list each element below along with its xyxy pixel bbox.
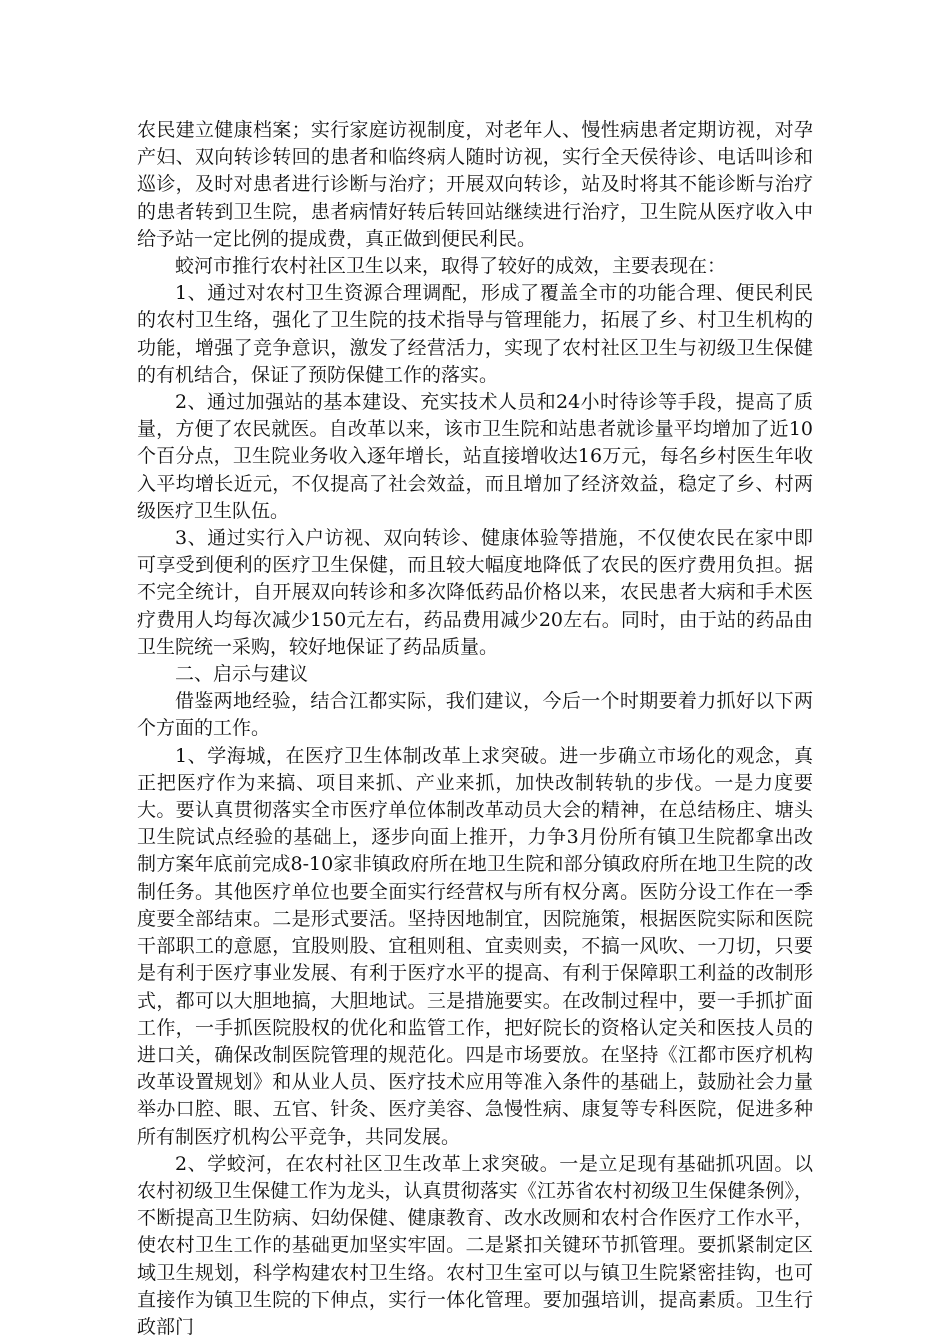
- paragraph-2: 蛟河市推行农村社区卫生以来，取得了较好的成效，主要表现在：: [175, 255, 727, 278]
- paragraph-7: 借鉴两地经验，结合江都实际，我们建议，今后一个时期要着力抓好以下两个方面的工作。: [137, 690, 813, 740]
- paragraph-8: 1、学海城，在医疗卫生体制改革上求突破。进一步确立市场化的观念，真正把医疗作为来搞、项目来抓、产业来抓，加快改制转轨的步伐。一是力度要大。要认真贯彻落实全市医疗单位体制改革动员大会的精神，在总结杨庄、塘头卫生院试点经验的基础上，逐步向面上推开，力争3月份所有镇卫生院都拿出改制方案年底前完成8-10家非镇政府所在地卫生院和部分镇政府所在地卫生院的改制任务。其他医疗单位也要全面实行经营权与所有权分离。医防分设工作在一季度要全部结束。二是形式要活。坚持因地制宜，因院施策，根据医院实际和医院干部职工的意愿，宜股则股、宜租则租、宜卖则卖，不搞一风吹、一刀切，只要是有利于医疗事业发展、有利于医疗水平的提高、有利于保障职工利益的改制形式，都可以大胆地搞，大胆地试。三是措施要实。在改制过程中，要一手抓扩面工作，一手抓医院股权的优化和监管工作，把好院长的资格认定关和医技人员的进口关，确保改制医院管理的规范化。四是市场要放。在坚持《江都市医疗机构改革设置规划》和从业人员、医疗技术应用等准入条件的基础上，鼓励社会力量举办口腔、眼、五官、针灸、医疗美容、急慢性病、康复等专科医院，促进多种所有制医疗机构公平竞争，共同发展。: [137, 744, 813, 1148]
- paragraph-1: 农民建立健康档案；实行家庭访视制度，对老年人、慢性病患者定期访视，对孕产妇、双向转诊转回的患者和临终病人随时访视，实行全天侯待诊、电话叫诊和巡诊，及时对患者进行诊断与治疗；开展双向转诊，站及时将其不能诊断与治疗的患者转到卫生院，患者病情好转后转回站继续进行治疗，卫生院从医疗收入中给予站一定比例的提成费，真正做到便民利民。: [137, 119, 813, 250]
- document-body: [137, 117, 813, 1341]
- paragraph-4: 2、通过加强站的基本建设、充实技术人员和24小时待诊等手段，提高了质量，方便了农民就医。自改革以来，该市卫生院和站患者就诊量平均增加了近10个百分点，卫生院业务收入逐年增长，站直接增收达16万元，每名乡村医生年收入平均增长近元，不仅提高了社会效益，而且增加了经济效益，稳定了乡、村两级医疗卫生队伍。: [137, 391, 813, 522]
- paragraph-5: 3、通过实行入户访视、双向转诊、健康体验等措施，不仅使农民在家中即可享受到便利的医疗卫生保健，而且较大幅度地降低了农民的医疗费用负担。据不完全统计，自开展双向转诊和多次降低药品价格以来，农民患者大病和手术医疗费用人均每次减少150元左右，药品费用减少20左右。同时，由于站的药品由卫生院统一采购，较好地保证了药品质量。: [137, 527, 813, 658]
- paragraph-9: 2、学蛟河，在农村社区卫生改革上求突破。一是立足现有基础抓巩固。以农村初级卫生保健工作为龙头，认真贯彻落实《江苏省农村初级卫生保健条例》，不断提高卫生防病、妇幼保健、健康教育、改水改厕和农村合作医疗工作水平，使农村卫生工作的基础更加坚实牢固。二是紧扣关键环节抓管理。要抓紧制定区域卫生规划，科学构建农村卫生络。农村卫生室可以与镇卫生院紧密挂钩，也可直接作为镇卫生院的下伸点，实行一体化管理。要加强培训，提高素质。卫生行政部门: [137, 1152, 813, 1338]
- paragraph-3: 1、通过对农村卫生资源合理调配，形成了覆盖全市的功能合理、便民利民的农村卫生络，强化了卫生院的技术指导与管理能力，拓展了乡、村卫生机构的功能，增强了竞争意识，激发了经营活力，实现了农村社区卫生与初级卫生保健的有机结合，保证了预防保健工作的落实。: [137, 282, 813, 386]
- section-heading: 二、启示与建议: [175, 663, 309, 686]
